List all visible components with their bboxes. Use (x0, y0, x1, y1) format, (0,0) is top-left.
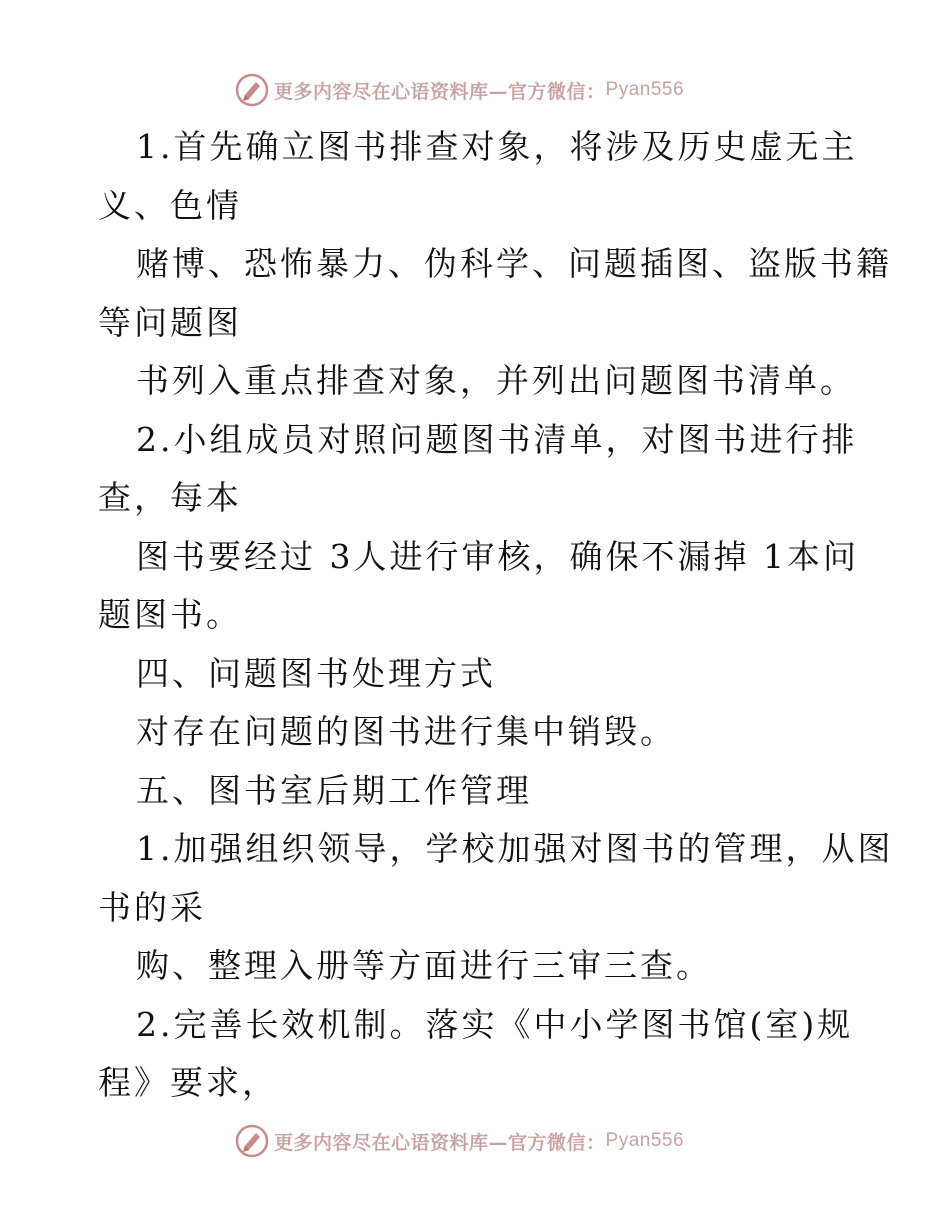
text-line: 程》要求， (98, 1063, 278, 1102)
watermark-account: Pyan556 (605, 79, 685, 100)
text-line: 对存在问题的图书进行集中销毁。 (136, 712, 676, 751)
text-line: 查，每本 (98, 478, 242, 517)
text-line: 书的采 (98, 887, 206, 927)
text-line: 义、色情 (98, 185, 242, 225)
section-heading: 四、问题图书处理方式 (136, 653, 496, 693)
text-line: 1.加强组织领导，学校加强对图书的管理，从图 (136, 829, 894, 868)
text-line: 赌博、恐怖暴力、伪科学、问题插图、盗版书籍 (136, 244, 892, 283)
pen-logo-icon (234, 72, 270, 108)
watermark-header (234, 70, 684, 110)
text-line: 题图书。 (98, 595, 242, 634)
watermark-text: 更多内容尽在心语资料库—官方微信： (274, 1131, 606, 1154)
pen-logo-icon (234, 1123, 270, 1159)
text-line: 购、整理入册等方面进行三审三查。 (136, 946, 712, 985)
text-line: 2.完善长效机制。落实《中小学图书馆(室)规 (136, 1004, 854, 1044)
watermark-account: Pyan556 (605, 1130, 685, 1151)
text-line: 书列入重点排查对象，并列出问题图书清单。 (136, 361, 856, 400)
watermark-footer (234, 1121, 684, 1161)
document-body (98, 118, 894, 1113)
text-line: 图书要经过 3人进行审核，确保不漏掉 1本问 (136, 536, 859, 576)
text-line: 2.小组成员对照问题图书清单，对图书进行排 (136, 419, 858, 459)
watermark-text: 更多内容尽在心语资料库—官方微信： (274, 80, 606, 103)
text-line: 1.首先确立图书排查对象，将涉及历史虚无主 (136, 127, 858, 166)
text-line: 等问题图 (98, 302, 242, 342)
section-heading: 五、图书室后期工作管理 (136, 770, 532, 810)
